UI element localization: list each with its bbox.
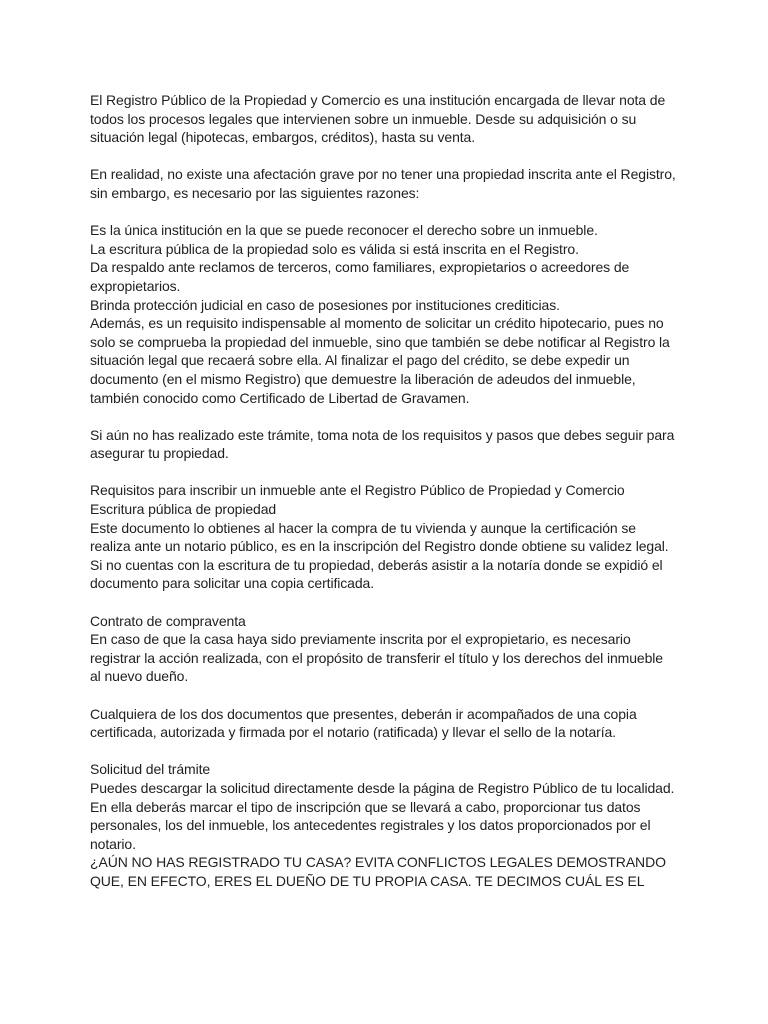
paragraph-documents-note — [90, 705, 710, 742]
text-line: certificada, autorizada y firmada por el notario (ratificada) y llevar el sello de la notaría. — [90, 724, 616, 741]
subsection-heading: Escritura pública de propiedad — [90, 501, 277, 518]
text-line: Es la única institución en la que se puede reconocer el derecho sobre un inmueble. — [90, 222, 598, 239]
paragraph-requirements — [90, 481, 710, 593]
text-line: Si aún no has realizado este trámite, toma nota de los requisitos y pasos que debes seguir para — [90, 426, 675, 443]
paragraph-contract — [90, 612, 710, 686]
text-line: realiza ante un notario público, es en la inscripción del Registro donde obtiene su validez legal. — [90, 538, 669, 555]
text-line: documento (en el mismo Registro) que demuestre la liberación de adeudos del inmueble, — [90, 370, 636, 387]
text-line: La escritura pública de la propiedad solo es válida si está inscrita en el Registro. — [90, 240, 579, 257]
text-line: Brinda protección judicial en caso de posesiones por instituciones crediticias. — [90, 296, 560, 313]
text-line: personales, los del inmueble, los antecedentes registrales y los datos proporcionados por el — [90, 817, 651, 834]
text-line: situación legal que recaerá sobre ella. Al finalizar el pago del crédito, se debe expedir un — [90, 352, 630, 369]
subsection-heading: Contrato de compraventa — [90, 612, 246, 629]
text-line: notario. — [90, 835, 136, 852]
text-line: todos los procesos legales que intervienen sobre un inmueble. Desde su adquisición o su — [90, 110, 637, 127]
text-line: En ella deberás marcar el tipo de inscripción que se llevará a cabo, proporcionar tus datos — [90, 798, 641, 815]
text-line: Además, es un requisito indispensable al momento de solicitar un crédito hipotecario, pues no — [90, 315, 664, 332]
section-heading: Requisitos para inscribir un inmueble ante el Registro Público de Propiedad y Comercio — [90, 482, 625, 499]
text-line: situación legal (hipotecas, embargos, créditos), hasta su venta. — [90, 129, 476, 146]
subsection-heading: Solicitud del trámite — [90, 761, 211, 778]
paragraph-reasons-list — [90, 221, 710, 407]
text-line: Da respaldo ante reclamos de terceros, como familiares, expropietarios o acreedores de — [90, 259, 630, 276]
text-line: sin embargo, es necesario por las siguientes razones: — [90, 184, 420, 201]
text-line: registrar la acción realizada, con el propósito de transferir el título y los derechos del inmueble — [90, 649, 663, 666]
text-line: expropietarios. — [90, 277, 181, 294]
text-line: documento para solicitar una copia certificada. — [90, 575, 375, 592]
text-line: asegurar tu propiedad. — [90, 445, 229, 462]
text-line: también conocido como Certificado de Libertad de Gravamen. — [90, 389, 470, 406]
text-line: Puedes descargar la solicitud directamente desde la página de Registro Público de tu localidad. — [90, 779, 675, 796]
text-line: Si no cuentas con la escritura de tu propiedad, deberás asistir a la notaría donde se expidió el — [90, 556, 663, 573]
document-page — [90, 91, 710, 891]
text-line: QUE, EN EFECTO, ERES EL DUEÑO DE TU PROPIA CASA. TE DECIMOS CUÁL ES EL — [90, 872, 645, 889]
text-line: En realidad, no existe una afectación grave por no tener una propiedad inscrita ante el Registro, — [90, 166, 676, 183]
paragraph-call-to-action — [90, 426, 710, 463]
text-line: al nuevo dueño. — [90, 668, 189, 685]
paragraph-reasons-intro — [90, 165, 710, 202]
text-line: solo se comprueba la propiedad del inmueble, sino que también se debe notificar al Registro la — [90, 333, 670, 350]
text-line: El Registro Público de la Propiedad y Comercio es una institución encargada de llevar nota de — [90, 92, 666, 108]
paragraph-application — [90, 760, 710, 890]
paragraph-intro — [90, 91, 710, 147]
text-line: En caso de que la casa haya sido previamente inscrita por el expropietario, es necesario — [90, 631, 631, 648]
text-line: Este documento lo obtienes al hacer la compra de tu vivienda y aunque la certificación se — [90, 519, 636, 536]
text-line: Cualquiera de los dos documentos que presentes, deberán ir acompañados de una copia — [90, 705, 637, 722]
text-line: ¿AÚN NO HAS REGISTRADO TU CASA? EVITA CONFLICTOS LEGALES DEMOSTRANDO — [90, 854, 666, 871]
